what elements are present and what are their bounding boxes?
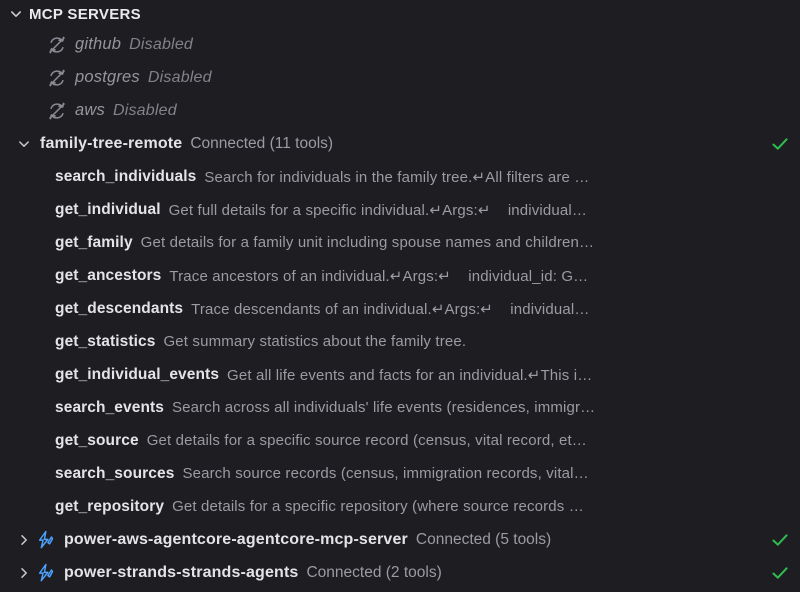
chevron-down-icon[interactable] bbox=[16, 136, 32, 152]
tool-row-get_source[interactable] bbox=[0, 424, 800, 457]
tool-description: Get summary statistics about the family tree. bbox=[163, 333, 467, 350]
server-status: Disabled bbox=[147, 68, 212, 86]
panel-title: MCP SERVERS bbox=[29, 5, 141, 23]
mcp-server-icon bbox=[36, 530, 56, 550]
tool-name: get_source bbox=[55, 431, 139, 449]
check-icon bbox=[769, 133, 791, 155]
tool-description: Search for individuals in the family tree.↵All filters are … bbox=[204, 168, 590, 186]
tool-name: get_ancestors bbox=[55, 266, 162, 284]
tool-name: get_individual bbox=[55, 200, 161, 218]
tool-description: Get details for a specific source record (census, vital record, et… bbox=[146, 432, 587, 449]
mcp-server-icon bbox=[36, 563, 56, 583]
sync-disabled-icon bbox=[47, 101, 67, 121]
sync-disabled-icon bbox=[47, 68, 67, 88]
tool-name: search_individuals bbox=[55, 167, 197, 185]
tool-description: Trace descendants of an individual.↵Args:↵ individual… bbox=[191, 300, 590, 318]
server-status: Connected (5 tools) bbox=[415, 530, 552, 548]
tool-row-get_repository[interactable] bbox=[0, 490, 800, 523]
server-status: Disabled bbox=[112, 101, 177, 119]
chevron-down-icon[interactable] bbox=[8, 6, 24, 22]
tool-description: Trace ancestors of an individual.↵Args:↵ individual_id: G… bbox=[169, 267, 589, 285]
server-status: Connected (11 tools) bbox=[190, 134, 334, 152]
check-icon bbox=[769, 529, 791, 551]
server-row-power-aws-agentcore-agentcore-mcp-server[interactable] bbox=[0, 523, 800, 556]
tool-description: Get details for a specific repository (where source records … bbox=[172, 498, 584, 515]
tool-description: Search source records (census, immigration records, vital… bbox=[182, 465, 589, 482]
server-name: power-strands-strands-agents bbox=[64, 563, 299, 581]
chevron-right-icon[interactable] bbox=[16, 565, 32, 581]
tool-description: Search across all individuals' life events (residences, immigr… bbox=[172, 399, 596, 416]
tool-name: get_individual_events bbox=[55, 365, 220, 383]
server-name: family-tree-remote bbox=[40, 134, 183, 152]
tool-row-search_individuals[interactable] bbox=[0, 160, 800, 193]
check-icon bbox=[769, 562, 791, 584]
server-row-github[interactable] bbox=[0, 28, 800, 61]
tool-description: Get all life events and facts for an individual.↵This i… bbox=[227, 366, 593, 384]
tool-row-search_events[interactable] bbox=[0, 391, 800, 424]
tool-name: get_statistics bbox=[55, 332, 156, 350]
server-status: Disabled bbox=[129, 35, 194, 53]
server-row-aws[interactable] bbox=[0, 94, 800, 127]
tool-name: search_sources bbox=[55, 464, 175, 482]
tool-row-get_family[interactable] bbox=[0, 226, 800, 259]
tool-name: get_descendants bbox=[55, 299, 184, 317]
server-tree bbox=[0, 28, 800, 589]
tool-name: search_events bbox=[55, 398, 165, 416]
tool-row-get_individual_events[interactable] bbox=[0, 358, 800, 391]
server-name: power-aws-agentcore-agentcore-mcp-server bbox=[64, 530, 408, 548]
tool-row-get_descendants[interactable] bbox=[0, 292, 800, 325]
server-row-family-tree-remote[interactable] bbox=[0, 127, 800, 160]
server-row-postgres[interactable] bbox=[0, 61, 800, 94]
tool-description: Get full details for a specific individual.↵Args:↵ individual… bbox=[168, 201, 588, 219]
mcp-servers-header[interactable] bbox=[0, 0, 800, 28]
tool-name: get_repository bbox=[55, 497, 165, 515]
tool-name: get_family bbox=[55, 233, 133, 251]
server-name: github bbox=[75, 35, 122, 53]
sync-disabled-icon bbox=[47, 35, 67, 55]
chevron-right-icon[interactable] bbox=[16, 532, 32, 548]
server-name: aws bbox=[75, 101, 105, 119]
server-row-power-strands-strands-agents[interactable] bbox=[0, 556, 800, 589]
server-status: Connected (2 tools) bbox=[306, 563, 442, 581]
server-name: postgres bbox=[75, 68, 140, 86]
tool-row-search_sources[interactable] bbox=[0, 457, 800, 490]
tool-row-get_individual[interactable] bbox=[0, 193, 800, 226]
tool-description: Get details for a family unit including spouse names and children… bbox=[140, 234, 595, 251]
tool-row-get_statistics[interactable] bbox=[0, 325, 800, 358]
tool-row-get_ancestors[interactable] bbox=[0, 259, 800, 292]
